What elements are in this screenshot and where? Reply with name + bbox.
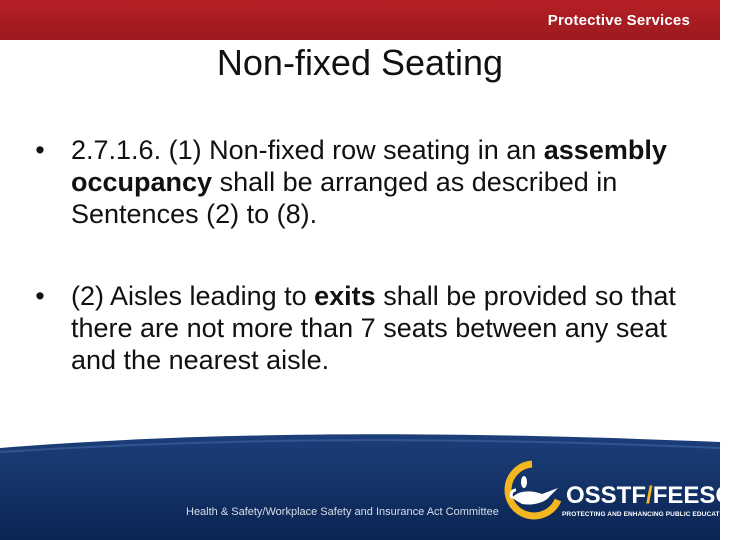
bullet-item-1	[30, 134, 690, 230]
slide-title: Non-fixed Seating	[216, 42, 504, 83]
logo-wordmark	[566, 482, 734, 510]
bullet-text-part: shall be arranged as described in Sentences (2) to (8).	[71, 167, 618, 229]
bullet-text-bold: exits	[314, 281, 376, 311]
bullet-marker: •	[35, 281, 45, 311]
bullet-list	[30, 134, 690, 376]
bullet-text-bold: assembly occupancy	[71, 135, 667, 197]
logo-slash: /	[646, 482, 653, 509]
logo-tagline: PROTECTING AND ENHANCING PUBLIC EDUCATION	[562, 511, 732, 518]
logo-name-right: FEESO	[652, 482, 734, 509]
bullet-text-part: shall be provided so that there are not more than 7 seats between any seat and the nearest aisle.	[71, 281, 676, 375]
bullet-text-part: 2.7.1.6. (1) Non-fixed row seating in an	[71, 135, 544, 165]
bullet-marker: •	[35, 135, 45, 165]
bullet-item-2	[30, 280, 690, 376]
header-bar	[0, 0, 720, 40]
bullet-text-part: (2) Aisles leading to	[71, 281, 315, 311]
lamp-icon	[498, 460, 568, 520]
logo-name-left: OSSTF	[566, 482, 647, 509]
footer-committee-text: Health & Safety/Workplace Safety and Insurance Act Committee	[186, 506, 499, 518]
osstf-logo	[498, 460, 734, 526]
department-label: Protective Services	[547, 12, 690, 29]
